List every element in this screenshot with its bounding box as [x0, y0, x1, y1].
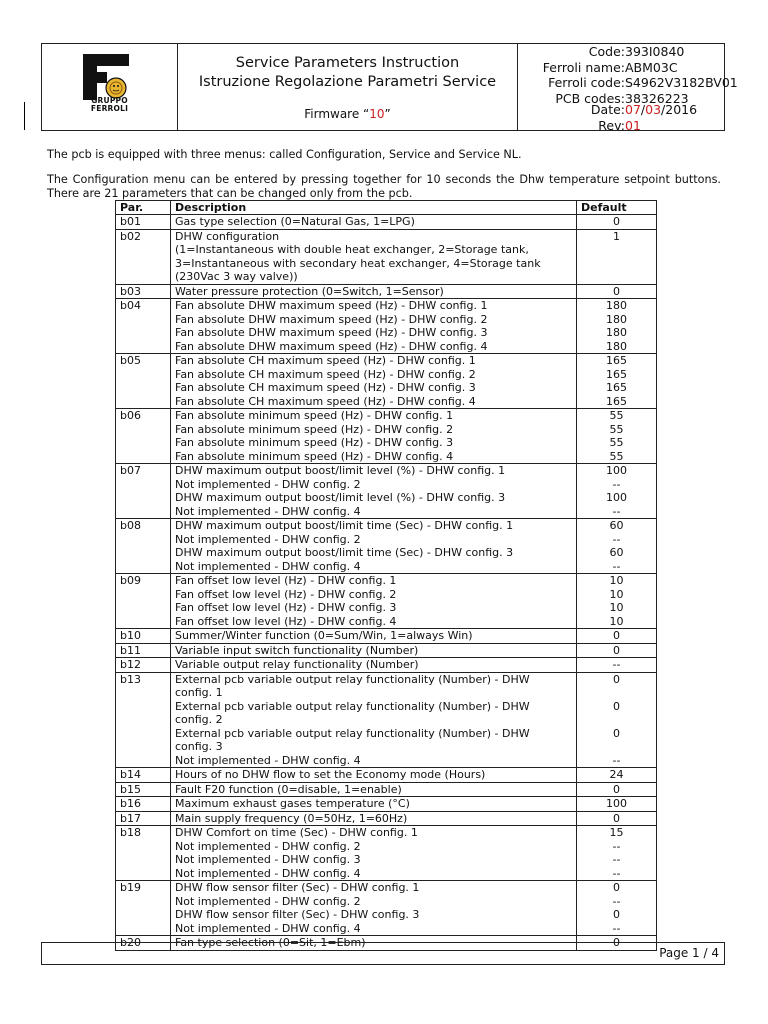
param-default [577, 672, 657, 768]
default-value: 10 [609, 614, 624, 628]
ferroli-name-row [518, 60, 728, 76]
ferroli-code-value: S4962V3182BV01 [625, 75, 738, 90]
param-description [171, 782, 577, 797]
table-row [116, 464, 657, 519]
default-value: -- [612, 839, 621, 853]
table-row [116, 229, 657, 284]
default-value: 10 [609, 601, 624, 614]
table-row [116, 643, 657, 658]
description-line: Maximum exhaust gases temperature (°C) [175, 797, 410, 810]
default-value [581, 713, 652, 727]
param-default [577, 354, 657, 409]
code-label: Code: [588, 44, 625, 59]
pcb-codes-label: PCB codes: [555, 90, 625, 106]
default-value: -- [612, 504, 621, 518]
description-line: Not implemented - DHW config. 2 [175, 477, 361, 491]
param-description [171, 643, 577, 658]
description-line: DHW maximum output boost/limit time (Sec) - DHW config. 1 [175, 519, 514, 532]
description-line: Fan absolute DHW maximum speed (Hz) - DHW config. 3 [175, 326, 488, 339]
rev-value: 01 [625, 118, 641, 133]
description-line: DHW maximum output boost/limit level (%) - DHW config. 1 [175, 464, 506, 477]
description-line: Not implemented - DHW config. 4 [175, 559, 361, 573]
config-paragraph: The Configuration menu can be entered by pressing together for 10 seconds the Dhw temperature setpoint buttons. There are 21 parameters that can be changed only from the pcb. [47, 173, 721, 200]
table-row [116, 782, 657, 797]
param-default [577, 215, 657, 230]
description-line: config. 1 [175, 686, 223, 699]
default-value: 55 [609, 436, 624, 449]
default-value: 55 [609, 449, 624, 463]
param-code: b03 [116, 284, 171, 299]
param-default [577, 658, 657, 673]
default-value: 180 [606, 312, 627, 326]
table-row [116, 811, 657, 826]
description-line: DHW maximum output boost/limit level (%) - DHW config. 3 [175, 491, 506, 504]
firmware-suffix: ” [384, 107, 391, 121]
description-line: Summer/Winter function (0=Sum/Win, 1=always Win) [175, 629, 473, 642]
default-value: 60 [609, 546, 624, 559]
title-cell [178, 44, 518, 130]
default-value: 0 [613, 881, 620, 894]
description-line: Not implemented - DHW config. 2 [175, 894, 361, 908]
param-code: b05 [116, 354, 171, 409]
param-code: b08 [116, 519, 171, 574]
description-line: DHW Comfort on time (Sec) - DHW config. 1 [175, 826, 418, 839]
param-description [171, 574, 577, 629]
table-row [116, 574, 657, 629]
param-default [577, 409, 657, 464]
ferroli-code-row [518, 75, 738, 91]
info-cell [518, 44, 738, 133]
param-code: b07 [116, 464, 171, 519]
default-value: 60 [609, 519, 624, 532]
default-value: 0 [613, 726, 620, 740]
default-value: 180 [606, 326, 627, 339]
default-value [581, 740, 652, 754]
param-code: b01 [116, 215, 171, 230]
param-description [171, 811, 577, 826]
description-line: External pcb variable output relay functionality (Number) - DHW [175, 726, 530, 740]
param-code: b04 [116, 299, 171, 354]
default-value: 0 [613, 936, 620, 949]
param-description [171, 826, 577, 881]
table-row [116, 797, 657, 812]
pcb-codes-value: 38326223 [625, 90, 689, 106]
page-number: Page 1 / 4 [659, 946, 719, 960]
title-italian: Istruzione Regolazione Parametri Service [198, 74, 497, 90]
default-value: 0 [613, 811, 620, 825]
description-line: Not implemented - DHW config. 4 [175, 753, 361, 767]
param-code: b20 [116, 936, 171, 951]
default-value: 0 [613, 699, 620, 713]
description-line: Not implemented - DHW config. 4 [175, 504, 361, 518]
param-code: b02 [116, 229, 171, 284]
description-line: Hours of no DHW flow to set the Economy mode (Hours) [175, 768, 486, 781]
default-value: 0 [613, 782, 620, 796]
param-code: b16 [116, 797, 171, 812]
description-line: Fan absolute DHW maximum speed (Hz) - DHW config. 2 [175, 312, 488, 326]
description-line: External pcb variable output relay functionality (Number) - DHW [175, 672, 530, 686]
default-value: 24 [609, 768, 624, 781]
param-description [171, 215, 577, 230]
default-value: 100 [606, 464, 627, 477]
default-value: 1 [613, 229, 620, 243]
description-line: Fan absolute minimum speed (Hz) - DHW config. 3 [175, 436, 454, 449]
table-header-row [116, 201, 657, 215]
description-line: Fan absolute DHW maximum speed (Hz) - DHW config. 4 [175, 339, 488, 353]
default-value: 0 [613, 643, 620, 657]
table-row [116, 768, 657, 783]
param-default [577, 782, 657, 797]
default-value: -- [612, 658, 621, 671]
description-line: Variable output relay functionality (Number) [175, 658, 419, 671]
param-default [577, 797, 657, 812]
param-default [577, 519, 657, 574]
default-value: -- [612, 866, 621, 880]
param-description [171, 519, 577, 574]
default-value: 165 [606, 367, 627, 381]
description-line: (230Vac 3 way valve)) [175, 270, 298, 283]
date-day: 07 [625, 102, 641, 117]
code-value: 393I0840 [625, 44, 685, 59]
default-value: 165 [606, 394, 627, 408]
description-line: Fan offset low level (Hz) - DHW config. 1 [175, 574, 397, 587]
date-row [518, 102, 728, 118]
param-code: b15 [116, 782, 171, 797]
default-value: 180 [606, 299, 627, 312]
table-body [116, 215, 657, 951]
firmware-prefix: Firmware “ [304, 107, 370, 121]
description-line: Variable input switch functionality (Number) [175, 643, 419, 657]
description-line: DHW maximum output boost/limit time (Sec) - DHW config. 3 [175, 546, 514, 559]
rev-label: Rev: [598, 118, 625, 133]
param-default [577, 643, 657, 658]
default-value: 0 [613, 672, 620, 686]
default-value: 10 [609, 574, 624, 587]
param-default [577, 284, 657, 299]
default-value: 0 [613, 284, 620, 298]
description-line: External pcb variable output relay functionality (Number) - DHW [175, 699, 530, 713]
ferroli-name-value: ABM03C [625, 59, 678, 75]
param-default [577, 826, 657, 881]
description-line: (1=Instantaneous with double heat exchanger, 2=Storage tank, [175, 243, 529, 256]
description-line: config. 2 [175, 713, 223, 726]
param-description [171, 284, 577, 299]
table-row [116, 881, 657, 936]
table-row [116, 658, 657, 673]
default-value: 100 [606, 797, 627, 810]
param-description [171, 464, 577, 519]
description-line: Fan absolute minimum speed (Hz) - DHW config. 4 [175, 449, 454, 463]
param-description [171, 658, 577, 673]
param-description [171, 672, 577, 768]
description-line: Fan absolute minimum speed (Hz) - DHW config. 2 [175, 422, 454, 436]
default-value: 165 [606, 354, 627, 367]
param-code: b06 [116, 409, 171, 464]
default-value: -- [612, 853, 621, 866]
description-line: DHW configuration [175, 229, 280, 243]
param-default [577, 299, 657, 354]
description-line: Water pressure protection (0=Switch, 1=Sensor) [175, 284, 444, 298]
logo-cell [42, 44, 178, 130]
param-default [577, 881, 657, 936]
rev-row [518, 118, 728, 134]
default-value: 10 [609, 587, 624, 601]
param-code: b18 [116, 826, 171, 881]
description-line: Fan absolute DHW maximum speed (Hz) - DHW config. 1 [175, 299, 488, 312]
date-sep: / [640, 102, 646, 117]
default-value: 100 [606, 491, 627, 504]
param-code: b12 [116, 658, 171, 673]
description-line: Fan absolute CH maximum speed (Hz) - DHW config. 1 [175, 354, 476, 367]
param-default [577, 229, 657, 284]
ferroli-name-label: Ferroli name: [542, 59, 625, 75]
table-row [116, 629, 657, 644]
description-line: Fan absolute CH maximum speed (Hz) - DHW config. 4 [175, 394, 476, 408]
param-code: b10 [116, 629, 171, 644]
header-par: Par. [116, 201, 171, 215]
default-value: 0 [613, 629, 620, 642]
default-value: -- [612, 753, 621, 767]
description-line: Not implemented - DHW config. 3 [175, 853, 361, 866]
default-value: 15 [609, 826, 624, 839]
default-value: 0 [613, 215, 620, 228]
description-line: Not implemented - DHW config. 4 [175, 921, 361, 935]
default-value: 0 [613, 908, 620, 921]
param-description [171, 797, 577, 812]
param-code: b13 [116, 672, 171, 768]
description-line: Fan absolute minimum speed (Hz) - DHW config. 1 [175, 409, 454, 422]
table-row [116, 284, 657, 299]
description-line: Fan type selection (0=Sit, 1=Ebm) [175, 936, 366, 949]
default-value: -- [612, 894, 621, 908]
param-default [577, 811, 657, 826]
table-row [116, 826, 657, 881]
intro-paragraph: The pcb is equipped with three menus: called Configuration, Service and Service NL. [47, 148, 522, 161]
firmware-version: 10 [369, 107, 385, 121]
param-code: b17 [116, 811, 171, 826]
description-line: Fan offset low level (Hz) - DHW config. 4 [175, 614, 397, 628]
document-header [41, 43, 738, 133]
param-default [577, 768, 657, 783]
description-line: Fan offset low level (Hz) - DHW config. 3 [175, 601, 397, 614]
table-row [116, 409, 657, 464]
default-value: -- [612, 921, 621, 935]
default-value: -- [612, 532, 621, 546]
description-line: Fan absolute CH maximum speed (Hz) - DHW config. 2 [175, 367, 476, 381]
description-line: config. 3 [175, 740, 223, 753]
table-row [116, 354, 657, 409]
logo-text-line2: FERROLI [90, 104, 129, 113]
param-default [577, 629, 657, 644]
param-description [171, 629, 577, 644]
param-code: b11 [116, 643, 171, 658]
description-line: DHW flow sensor filter (Sec) - DHW config. 3 [175, 908, 420, 921]
param-code: b19 [116, 881, 171, 936]
description-line: Fan absolute CH maximum speed (Hz) - DHW config. 3 [175, 381, 476, 394]
table-row [116, 299, 657, 354]
firmware-label [178, 107, 517, 121]
header-description: Description [171, 201, 577, 215]
parameters-table [115, 200, 657, 951]
description-line: Fan offset low level (Hz) - DHW config. 2 [175, 587, 397, 601]
default-value: -- [612, 559, 621, 573]
table-row [116, 672, 657, 768]
text-cursor [24, 102, 25, 130]
date-label: Date: [590, 102, 625, 117]
param-default [577, 464, 657, 519]
description-line: Not implemented - DHW config. 2 [175, 532, 361, 546]
default-value: -- [612, 477, 621, 491]
param-description [171, 768, 577, 783]
description-line: Fault F20 function (0=disable, 1=enable) [175, 782, 402, 796]
default-value: 180 [606, 339, 627, 353]
param-description [171, 881, 577, 936]
param-description [171, 409, 577, 464]
date-month: 03 [645, 102, 662, 117]
default-value [581, 686, 652, 700]
default-value: 55 [609, 422, 624, 436]
code-row [518, 44, 728, 60]
description-line: Not implemented - DHW config. 4 [175, 866, 361, 880]
default-value: 165 [606, 381, 627, 394]
description-line: Gas type selection (0=Natural Gas, 1=LPG) [175, 215, 415, 228]
description-line: Main supply frequency (0=50Hz, 1=60Hz) [175, 811, 408, 825]
ferroli-logo-icon [83, 54, 129, 100]
logo-text [42, 97, 177, 113]
page-footer [41, 942, 725, 965]
param-default [577, 574, 657, 629]
param-description [171, 299, 577, 354]
param-code: b14 [116, 768, 171, 783]
table-row [116, 519, 657, 574]
description-line: Not implemented - DHW config. 2 [175, 839, 361, 853]
logo-text-line1: GRUPPO [91, 96, 128, 105]
date-year: /2016 [661, 102, 698, 117]
description-line: 3=Instantaneous with secondary heat exchanger, 4=Storage tank [175, 256, 541, 270]
param-description [171, 229, 577, 284]
param-code: b09 [116, 574, 171, 629]
ferroli-code-label: Ferroli code: [548, 75, 625, 90]
table-row [116, 215, 657, 230]
default-value: 55 [609, 409, 624, 422]
date-value [625, 102, 697, 118]
param-description [171, 354, 577, 409]
description-line: DHW flow sensor filter (Sec) - DHW config. 1 [175, 881, 420, 894]
title-english: Service Parameters Instruction [235, 55, 460, 71]
header-default: Default [577, 201, 657, 215]
